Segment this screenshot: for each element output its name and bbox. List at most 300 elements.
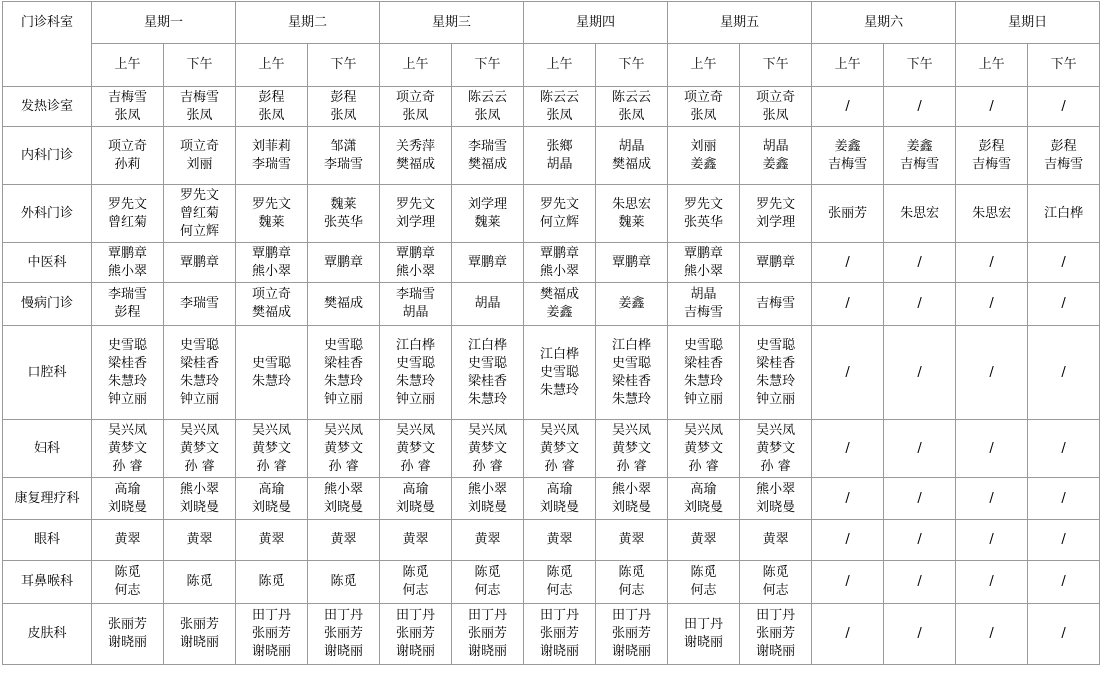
- doctor-name: 何志: [690, 583, 717, 598]
- doctor-name: /: [845, 490, 850, 506]
- doctor-name: /: [1061, 532, 1066, 547]
- doctor-name: 吴兴凤: [756, 422, 796, 438]
- dept-row: [3, 420, 1100, 478]
- doctor-name: 熊小翠: [540, 263, 580, 279]
- schedule-cell: [236, 561, 308, 604]
- schedule-cell: [1028, 604, 1100, 665]
- doctor-name: 钟立丽: [756, 391, 796, 407]
- schedule-cell: [884, 283, 956, 326]
- doctor-name: 吉梅雪: [756, 296, 796, 311]
- doctor-name: 谢晓丽: [324, 644, 364, 659]
- schedule-cell: [308, 420, 380, 478]
- doctor-name: 刘丽: [690, 138, 717, 154]
- doctor-name: /: [989, 574, 994, 589]
- dept-name: 眼科: [3, 520, 92, 561]
- schedule-cell: [956, 326, 1028, 420]
- doctor-name: 吉梅雪: [180, 89, 220, 105]
- doctor-name: 熊小翠: [756, 481, 796, 497]
- doctor-name: 刘学理: [468, 196, 508, 212]
- doctor-name: /: [845, 296, 850, 311]
- doctor-name: 朱慧玲: [756, 373, 796, 389]
- doctor-name: 胡晶: [474, 296, 501, 311]
- schedule-cell: [236, 604, 308, 665]
- schedule-cell: [452, 520, 524, 561]
- schedule-cell: [452, 243, 524, 283]
- doctor-name: 朱慧玲: [612, 391, 652, 407]
- schedule-cell: [164, 604, 236, 665]
- doctor-name: 黄翠: [258, 532, 285, 547]
- doctor-name: 朱慧玲: [252, 373, 292, 389]
- doctor-name: 吉梅雪: [900, 156, 940, 172]
- schedule-cell: [884, 520, 956, 561]
- doctor-name: 黄梦文: [324, 440, 364, 456]
- schedule-cell: [596, 87, 668, 127]
- dept-name: 发热诊室: [3, 87, 92, 127]
- day-header-sun: 星期日: [956, 2, 1100, 44]
- schedule-cell: [524, 561, 596, 604]
- schedule-cell: [1028, 561, 1100, 604]
- am-header: 上午: [812, 44, 884, 87]
- doctor-name: 樊福成: [252, 305, 292, 320]
- schedule-cell: [956, 87, 1028, 127]
- doctor-name: 孙 睿: [328, 458, 359, 474]
- doctor-name: 朱慧玲: [684, 373, 724, 389]
- schedule-cell: [380, 561, 452, 604]
- doctor-name: /: [917, 98, 922, 114]
- schedule-cell: [956, 185, 1028, 243]
- schedule-cell: [92, 520, 164, 561]
- schedule-cell: [236, 185, 308, 243]
- doctor-name: 江白桦: [468, 337, 508, 353]
- doctor-name: 罗先文: [756, 196, 796, 212]
- corner-header: [3, 2, 92, 87]
- doctor-name: 胡晶: [762, 138, 789, 154]
- doctor-name: 熊小翠: [252, 263, 292, 279]
- schedule-cell: [812, 478, 884, 520]
- schedule-cell: [956, 243, 1028, 283]
- doctor-name: 吴兴凤: [252, 422, 292, 438]
- doctor-name: 胡晶: [546, 156, 573, 172]
- doctor-name: 史雪聪: [324, 337, 364, 353]
- doctor-name: 陈觅: [258, 574, 285, 589]
- doctor-name: 黄梦文: [612, 440, 652, 456]
- doctor-name: 覃鹏章: [324, 254, 364, 270]
- schedule-cell: [884, 420, 956, 478]
- schedule-cell: [812, 127, 884, 185]
- dept-name: 妇科: [3, 420, 92, 478]
- doctor-name: 朱慧玲: [180, 373, 220, 389]
- doctor-name: 樊福成: [396, 156, 436, 172]
- doctor-name: 熊小翠: [324, 481, 364, 497]
- schedule-cell: [308, 326, 380, 420]
- doctor-name: 胡晶: [690, 287, 717, 302]
- doctor-name: 刘晓曼: [107, 499, 147, 515]
- doctor-name: 张丽芳: [252, 626, 292, 641]
- doctor-name: 谢晓丽: [180, 635, 220, 650]
- doctor-name: 谢晓丽: [756, 644, 796, 659]
- doctor-name: 覃鹏章: [107, 245, 147, 261]
- doctor-name: 史雪聪: [107, 337, 147, 353]
- doctor-name: 黄梦文: [180, 440, 220, 456]
- doctor-name: 朱思宏: [900, 205, 940, 221]
- doctor-name: 项立奇: [107, 138, 147, 154]
- doctor-name: 彭程: [978, 138, 1005, 154]
- schedule-cell: [596, 127, 668, 185]
- schedule-cell: [596, 604, 668, 665]
- doctor-name: 刘晓曼: [252, 499, 292, 515]
- doctor-name: 罗先文: [540, 196, 580, 212]
- schedule-cell: [596, 420, 668, 478]
- doctor-name: 项立奇: [756, 89, 796, 105]
- doctor-name: 田丁丹: [396, 608, 436, 623]
- doctor-name: 吴兴凤: [107, 422, 147, 438]
- schedule-cell: [452, 326, 524, 420]
- doctor-name: 黄翠: [618, 532, 645, 547]
- doctor-name: 谢晓丽: [540, 644, 580, 659]
- schedule-cell: [308, 127, 380, 185]
- doctor-name: 魏莱: [474, 214, 501, 230]
- doctor-name: 罗先文: [396, 196, 436, 212]
- schedule-cell: [812, 561, 884, 604]
- doctor-name: 高瑜: [546, 481, 573, 497]
- doctor-name: 田丁丹: [540, 608, 580, 623]
- schedule-cell: [1028, 127, 1100, 185]
- pm-header: 下午: [308, 44, 380, 87]
- doctor-name: 江白桦: [396, 337, 436, 353]
- doctor-name: 熊小翠: [684, 263, 724, 279]
- doctor-name: 黄梦文: [107, 440, 147, 456]
- dept-name: 口腔科: [3, 326, 92, 420]
- corner-header-text: 门诊科室: [20, 15, 73, 30]
- schedule-cell: [812, 283, 884, 326]
- doctor-name: 黄翠: [762, 532, 789, 547]
- doctor-name: 张凤: [330, 107, 357, 123]
- doctor-name: 李瑞雪: [324, 156, 364, 172]
- schedule-cell: [164, 478, 236, 520]
- schedule-cell: [956, 478, 1028, 520]
- doctor-name: 罗先文: [252, 196, 292, 212]
- dept-row: [3, 243, 1100, 283]
- doctor-name: 陈觅: [402, 565, 429, 580]
- schedule-cell: [164, 420, 236, 478]
- doctor-name: 孙 睿: [400, 458, 431, 474]
- doctor-name: 刘晓曼: [180, 499, 220, 515]
- doctor-name: 田丁丹: [756, 608, 796, 623]
- doctor-name: /: [989, 440, 994, 456]
- schedule-cell: [956, 561, 1028, 604]
- doctor-name: 刘学理: [396, 214, 436, 230]
- doctor-name: /: [845, 532, 850, 547]
- schedule-cell: [596, 283, 668, 326]
- doctor-name: 吴兴凤: [396, 422, 436, 438]
- clinic-schedule-table: [2, 1, 1100, 665]
- schedule-cell: [1028, 87, 1100, 127]
- doctor-name: /: [917, 490, 922, 506]
- doctor-name: 覃鹏章: [180, 254, 220, 270]
- doctor-name: 彭程: [258, 89, 285, 105]
- doctor-name: 陈觅: [618, 565, 645, 580]
- doctor-name: /: [989, 98, 994, 114]
- doctor-name: 吴兴凤: [684, 422, 724, 438]
- doctor-name: 刘丽: [186, 156, 213, 172]
- doctor-name: 孙 睿: [112, 458, 143, 474]
- schedule-cell: [740, 561, 812, 604]
- doctor-name: 陈觅: [114, 565, 141, 580]
- am-header: 上午: [92, 44, 164, 87]
- schedule-cell: [164, 185, 236, 243]
- schedule-cell: [668, 243, 740, 283]
- am-header: 上午: [380, 44, 452, 87]
- pm-header: 下午: [596, 44, 668, 87]
- schedule-cell: [668, 185, 740, 243]
- doctor-name: 项立奇: [396, 89, 436, 105]
- schedule-cell: [452, 420, 524, 478]
- doctor-name: 魏莱: [330, 196, 357, 212]
- schedule-cell: [452, 604, 524, 665]
- doctor-name: 姜鑫: [834, 138, 861, 154]
- doctor-name: 梁桂香: [324, 355, 364, 371]
- schedule-cell: [668, 326, 740, 420]
- schedule-cell: [812, 185, 884, 243]
- doctor-name: 李瑞雪: [180, 296, 220, 311]
- doctor-name: 刘学理: [756, 214, 796, 230]
- doctor-name: 吉梅雪: [828, 156, 868, 172]
- doctor-name: 罗先文: [684, 196, 724, 212]
- doctor-name: /: [845, 574, 850, 589]
- schedule-cell: [668, 604, 740, 665]
- doctor-name: 项立奇: [180, 138, 220, 154]
- schedule-cell: [740, 243, 812, 283]
- dept-name: 耳鼻喉科: [3, 561, 92, 604]
- schedule-cell: [308, 283, 380, 326]
- doctor-name: 田丁丹: [612, 608, 652, 623]
- schedule-cell: [308, 561, 380, 604]
- doctor-name: 朱慧玲: [107, 373, 147, 389]
- schedule-cell: [380, 478, 452, 520]
- schedule-cell: [740, 87, 812, 127]
- dept-name: 康复理疗科: [3, 478, 92, 520]
- schedule-cell: [308, 243, 380, 283]
- doctor-name: 钟立丽: [684, 391, 724, 407]
- doctor-name: 熊小翠: [612, 481, 652, 497]
- schedule-cell: [92, 87, 164, 127]
- doctor-name: 张凤: [618, 107, 645, 123]
- doctor-name: 谢晓丽: [468, 644, 508, 659]
- doctor-name: /: [1061, 626, 1066, 641]
- doctor-name: 钟立丽: [324, 391, 364, 407]
- dept-row: [3, 185, 1100, 243]
- doctor-name: 黄翠: [690, 532, 717, 547]
- day-header-sat: 星期六: [812, 2, 956, 44]
- doctor-name: 张丽芳: [107, 617, 147, 632]
- doctor-name: 陈觅: [186, 574, 213, 589]
- schedule-cell: [308, 604, 380, 665]
- schedule-cell: [164, 127, 236, 185]
- doctor-name: 黄梦文: [396, 440, 436, 456]
- schedule-cell: [812, 420, 884, 478]
- doctor-name: 覃鹏章: [756, 254, 796, 270]
- day-header-wed: 星期三: [380, 2, 524, 44]
- doctor-name: 覃鹏章: [252, 245, 292, 261]
- schedule-cell: [596, 326, 668, 420]
- doctor-name: 张丽芳: [324, 626, 364, 641]
- doctor-name: /: [989, 364, 994, 380]
- doctor-name: 黄翠: [114, 532, 141, 547]
- am-header: 上午: [956, 44, 1028, 87]
- doctor-name: /: [845, 440, 850, 456]
- doctor-name: 梁桂香: [107, 355, 147, 371]
- doctor-name: 刘晓曼: [684, 499, 724, 515]
- doctor-name: 朱慧玲: [540, 382, 580, 398]
- doctor-name: 孙 睿: [544, 458, 575, 474]
- doctor-name: 覃鹏章: [396, 245, 436, 261]
- schedule-cell: [956, 127, 1028, 185]
- doctor-name: 樊福成: [612, 156, 652, 172]
- doctor-name: 梁桂香: [756, 355, 796, 371]
- doctor-name: /: [917, 626, 922, 641]
- schedule-cell: [452, 127, 524, 185]
- doctor-name: 曾红菊: [180, 205, 220, 221]
- doctor-name: 陈觅: [762, 565, 789, 580]
- doctor-name: 梁桂香: [684, 355, 724, 371]
- pm-header: 下午: [452, 44, 524, 87]
- schedule-cell: [812, 604, 884, 665]
- schedule-cell: [92, 326, 164, 420]
- schedule-cell: [236, 520, 308, 561]
- schedule-cell: [1028, 520, 1100, 561]
- doctor-name: 彭程: [114, 305, 141, 320]
- schedule-cell: [812, 520, 884, 561]
- schedule-cell: [308, 478, 380, 520]
- doctor-name: /: [989, 626, 994, 641]
- doctor-name: 胡晶: [402, 305, 429, 320]
- doctor-name: 姜鑫: [618, 296, 645, 311]
- schedule-cell: [596, 561, 668, 604]
- schedule-cell: [668, 561, 740, 604]
- doctor-name: 黄梦文: [540, 440, 580, 456]
- doctor-name: 何志: [618, 583, 645, 598]
- doctor-name: /: [1061, 296, 1066, 311]
- schedule-cell: [668, 520, 740, 561]
- schedule-cell: [308, 185, 380, 243]
- doctor-name: 胡晶: [618, 138, 645, 154]
- schedule-cell: [740, 283, 812, 326]
- schedule-cell: [740, 420, 812, 478]
- schedule-cell: [92, 561, 164, 604]
- doctor-name: 吉梅雪: [684, 305, 724, 320]
- dept-row: [3, 283, 1100, 326]
- doctor-name: 张凤: [690, 107, 717, 123]
- doctor-name: /: [1061, 254, 1066, 270]
- doctor-name: /: [989, 254, 994, 270]
- doctor-name: 吴兴凤: [180, 422, 220, 438]
- schedule-cell: [524, 420, 596, 478]
- schedule-cell: [92, 604, 164, 665]
- doctor-name: 高瑜: [402, 481, 429, 497]
- doctor-name: /: [845, 626, 850, 641]
- schedule-cell: [92, 283, 164, 326]
- doctor-name: 何志: [762, 583, 789, 598]
- schedule-cell: [1028, 243, 1100, 283]
- doctor-name: 覃鹏章: [684, 245, 724, 261]
- doctor-name: 张鄉: [546, 138, 573, 154]
- schedule-cell: [92, 185, 164, 243]
- schedule-cell: [956, 520, 1028, 561]
- schedule-cell: [740, 127, 812, 185]
- doctor-name: 李瑞雪: [252, 156, 292, 172]
- doctor-name: 梁桂香: [612, 373, 652, 389]
- schedule-cell: [668, 87, 740, 127]
- schedule-cell: [452, 561, 524, 604]
- schedule-cell: [380, 87, 452, 127]
- doctor-name: 钟立丽: [107, 391, 147, 407]
- schedule-cell: [884, 185, 956, 243]
- doctor-name: 孙 睿: [472, 458, 503, 474]
- schedule-cell: [164, 520, 236, 561]
- dept-name: 慢病门诊: [3, 283, 92, 326]
- schedule-cell: [884, 326, 956, 420]
- schedule-cell: [380, 420, 452, 478]
- schedule-cell: [524, 604, 596, 665]
- doctor-name: 朱慧玲: [468, 391, 508, 407]
- schedule-cell: [884, 478, 956, 520]
- schedule-cell: [884, 87, 956, 127]
- doctor-name: 黄翠: [402, 532, 429, 547]
- doctor-name: 魏莱: [618, 214, 645, 230]
- doctor-name: 谢晓丽: [612, 644, 652, 659]
- schedule-cell: [236, 478, 308, 520]
- am-header: 上午: [668, 44, 740, 87]
- doctor-name: 陈觅: [474, 565, 501, 580]
- schedule-cell: [236, 243, 308, 283]
- doctor-name: 何志: [546, 583, 573, 598]
- doctor-name: 张丽芳: [612, 626, 652, 641]
- doctor-name: 彭程: [1050, 138, 1077, 154]
- doctor-name: 高瑜: [690, 481, 717, 497]
- doctor-name: /: [1061, 574, 1066, 589]
- schedule-body: [3, 2, 1100, 665]
- doctor-name: /: [917, 440, 922, 456]
- doctor-name: 关秀萍: [396, 138, 436, 154]
- schedule-cell: [884, 561, 956, 604]
- doctor-name: 吉梅雪: [1044, 156, 1084, 172]
- doctor-name: /: [989, 296, 994, 311]
- doctor-name: 吉梅雪: [972, 156, 1012, 172]
- doctor-name: 高瑜: [258, 481, 285, 497]
- schedule-cell: [452, 87, 524, 127]
- doctor-name: 钟立丽: [180, 391, 220, 407]
- dept-row: [3, 561, 1100, 604]
- doctor-name: 姜鑫: [762, 156, 789, 172]
- schedule-cell: [524, 185, 596, 243]
- doctor-name: 高瑜: [114, 481, 141, 497]
- doctor-name: 黄梦文: [684, 440, 724, 456]
- doctor-name: 覃鹏章: [540, 245, 580, 261]
- schedule-cell: [380, 520, 452, 561]
- doctor-name: 刘晓曼: [756, 499, 796, 515]
- schedule-cell: [380, 283, 452, 326]
- schedule-cell: [956, 604, 1028, 665]
- schedule-cell: [596, 478, 668, 520]
- schedule-cell: [164, 243, 236, 283]
- doctor-name: 史雪聪: [540, 364, 580, 380]
- schedule-cell: [164, 283, 236, 326]
- doctor-name: 魏莱: [258, 214, 285, 230]
- schedule-cell: [740, 326, 812, 420]
- doctor-name: 孙 睿: [760, 458, 791, 474]
- doctor-name: 樊福成: [540, 287, 580, 302]
- doctor-name: 姜鑫: [546, 305, 573, 320]
